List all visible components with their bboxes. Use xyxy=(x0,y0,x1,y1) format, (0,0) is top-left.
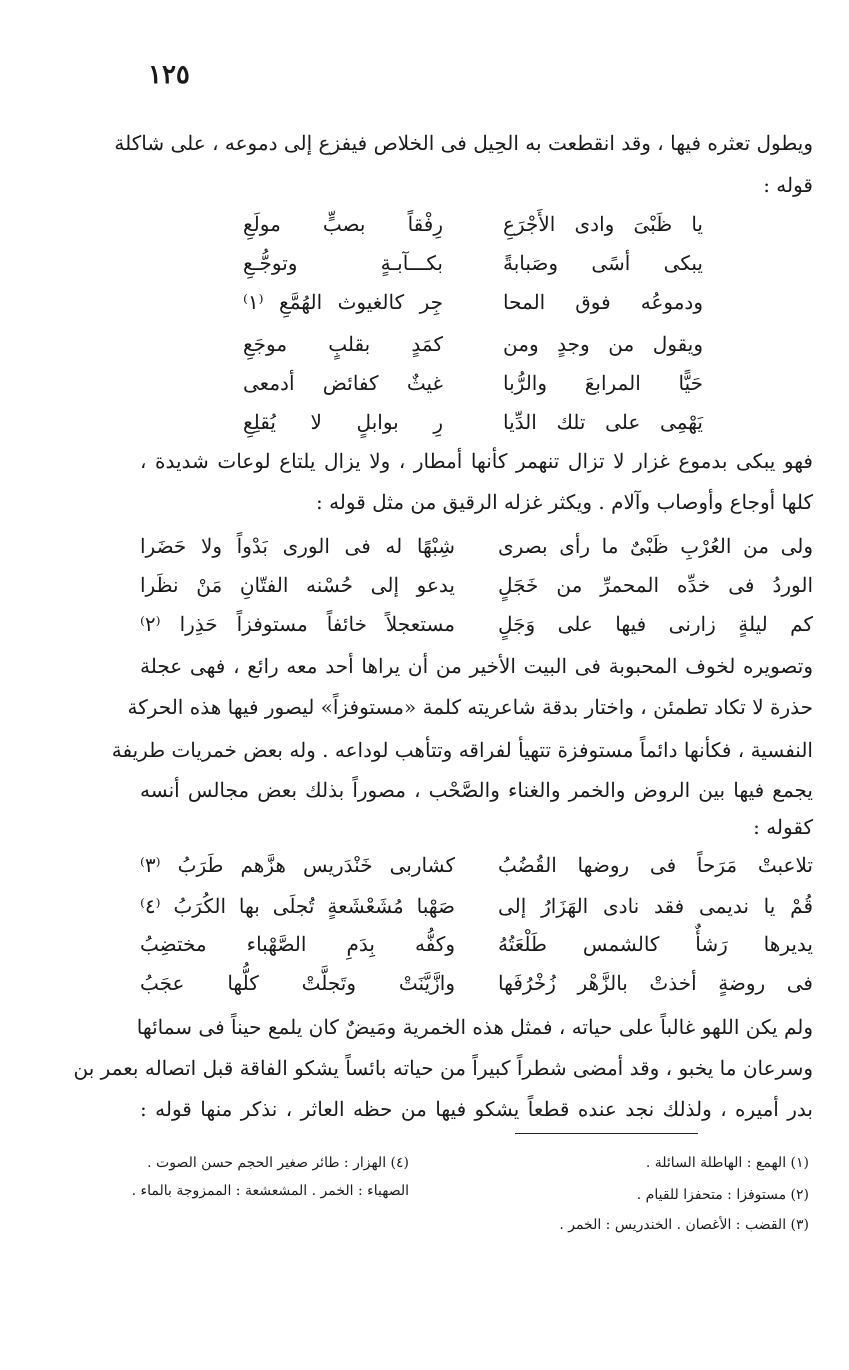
footnote-2: (٢) مستوفزا : متحفزا للقيام . xyxy=(636,1187,809,1203)
verse-second-hemistich: غيثٌ كفائض أدمعى xyxy=(243,371,443,395)
poem-verse xyxy=(140,326,813,362)
verse-second-hemistich: جِر كالغيوث الهُمَّعِ ⁽١⁾ xyxy=(243,290,443,314)
verse-first-hemistich: يبكى أسًى وصَبابةً xyxy=(503,251,703,275)
paragraph-line: كلها أوجاع وأوصاب وآلام . ويكثر غزله الرقيق من مثل قوله : xyxy=(315,490,813,514)
verse-first-hemistich: كم ليلةٍ زارنى فيها على وَجَلٍ xyxy=(498,612,813,636)
verse-second-hemistich: كشاربى خَنْدَريس هزَّهم طَرَبُ ⁽٣⁾ xyxy=(140,853,455,877)
verse-second-hemistich: رِ بوابلٍ لا يُقلِعِ xyxy=(243,410,443,434)
paragraph-line: ويطول تعثره فيها ، وقد انقطعت به الحِيل فى الخلاص فيفزع إلى دموعه ، على شاكلة xyxy=(114,131,813,155)
poem-verse xyxy=(140,206,813,242)
paragraph-line: يجمع فيها بين الروض والخمر والغناء والصَّحْب ، مصوراً بذلك بعض مجالس أنسه xyxy=(140,778,813,802)
verse-first-hemistich: تلاعبتْ مَرَحاً فى روضها القُضُبُ xyxy=(498,853,813,877)
footnote-4-continued: الصهباء : الخمر . المشعشعة : الممزوجة بالماء . xyxy=(131,1183,409,1199)
poem-verse xyxy=(140,888,813,924)
footnote-separator xyxy=(515,1133,698,1134)
paragraph-line: بدر أميره ، ولذلك نجد عنده قطعاً يشكو فيها من حظه العاثر ، نذكر منها قوله : xyxy=(140,1097,813,1121)
poem-verse xyxy=(140,926,813,962)
footnote-4: (٤) الهزار : طائر صغير الحجم حسن الصوت . xyxy=(147,1155,409,1171)
poem-verse xyxy=(140,245,813,281)
paragraph-line: حذرة لا تكاد تطمئن ، واختار بدقة شاعريته كلمة «مستوفزاً» ليصور فيها هذه الحركة xyxy=(127,695,813,719)
poem-verse xyxy=(140,284,813,320)
verse-second-hemistich: كمَدٍ بقلبٍ موجَعِ xyxy=(243,332,443,356)
verse-first-hemistich: الوردُ فى خدِّه المحمرِّ من خَجَلٍ xyxy=(498,573,813,597)
footnote-3: (٣) القضب : الأغصان . الخندريس : الخمر . xyxy=(559,1217,809,1233)
verse-first-hemistich: يا ظَبْىَ وادى الأَجْرَعِ xyxy=(503,212,703,236)
poem-verse xyxy=(140,965,813,1001)
paragraph-line: ولم يكن اللهو غالباً على حياته ، فمثل هذه الخمرية ومَيضٌ كان يلمع حيناً فى سمائها xyxy=(136,1015,813,1039)
poem-verse xyxy=(140,528,813,564)
verse-first-hemistich: قُمْ يا نديمى فقد نادى الهَزَارُ إلى xyxy=(498,894,813,918)
verse-second-hemistich: يدعو إلى حُسْنه الفتّانِ مَنْ نظَرا xyxy=(140,573,455,597)
paragraph-line: وتصويره لخوف المحبوبة فى البيت الأخير من أن يراها أحد معه رائع ، فهى عجلة xyxy=(140,654,813,678)
poem-verse xyxy=(140,567,813,603)
paragraph-line: كقوله : xyxy=(753,815,813,839)
verse-second-hemistich: صَهْبا مُشَعْشَعةٍ تُجلَى بها الكُرَبُ ⁽٤⁾ xyxy=(140,894,455,918)
paragraph-line: قوله : xyxy=(763,173,813,197)
page-number: ١٢٥ xyxy=(148,60,190,90)
verse-second-hemistich: وازَّيَّنَتْ وتَجلَّتْ كلُّها عجَبُ xyxy=(140,971,455,995)
verse-first-hemistich: ويقول من وجدٍ ومن xyxy=(503,332,703,356)
paragraph-line: وسرعان ما يخبو ، وقد أمضى شطراً كبيراً من حياته بائساً يشكو الفاقة قبل اتصاله بعمر بن xyxy=(73,1056,813,1080)
poem-verse xyxy=(140,606,813,642)
poem-verse xyxy=(140,365,813,401)
verse-second-hemistich: بكـــآبـةٍ وتوجُّـعِ xyxy=(243,251,443,275)
verse-first-hemistich: يَهْمِى على تلك الدِّيا xyxy=(503,410,703,434)
paragraph-line: النفسية ، فكأنها دائماً مستوفزة تتهيأ لفراقه وتتأهب لوداعه . وله بعض خمريات طريفة xyxy=(111,738,813,762)
verse-second-hemistich: شِبْهًا له فى الورى بَدْواً ولا حَضَرا xyxy=(140,534,455,558)
verse-second-hemistich: رِفْقاً بصبٍّ مولَعِ xyxy=(243,212,443,236)
verse-second-hemistich: مستعجلاً خائفاً مستوفزاً حَذِرا ⁽٢⁾ xyxy=(140,612,455,636)
verse-first-hemistich: حَيًّا المرابعَ والرُّبا xyxy=(503,371,703,395)
verse-first-hemistich: يديرها رَشأٌ كالشمس طَلْعَتُهُ xyxy=(498,932,813,956)
paragraph-line: فهو يبكى بدموع غزار لا تزال تنهمر كأنها أمطار ، ولا يزال يلتاع لوعات شديدة ، xyxy=(140,449,813,473)
verse-first-hemistich: فى روضةٍ أخذتْ بالزَّهْر زُخْرُفَها xyxy=(498,971,813,995)
verse-first-hemistich: ودموعُه فوق المحا xyxy=(503,290,703,314)
poem-verse xyxy=(140,847,813,883)
footnote-1: (١) الهمع : الهاطلة السائلة . xyxy=(645,1155,809,1171)
poem-verse xyxy=(140,404,813,440)
verse-second-hemistich: وكفُّه بِدَمِ الصَّهْباء مختضِبُ xyxy=(140,932,455,956)
verse-first-hemistich: ولى من العُرْبِ ظَبْىٌ ما رأى بصرى xyxy=(498,534,813,558)
